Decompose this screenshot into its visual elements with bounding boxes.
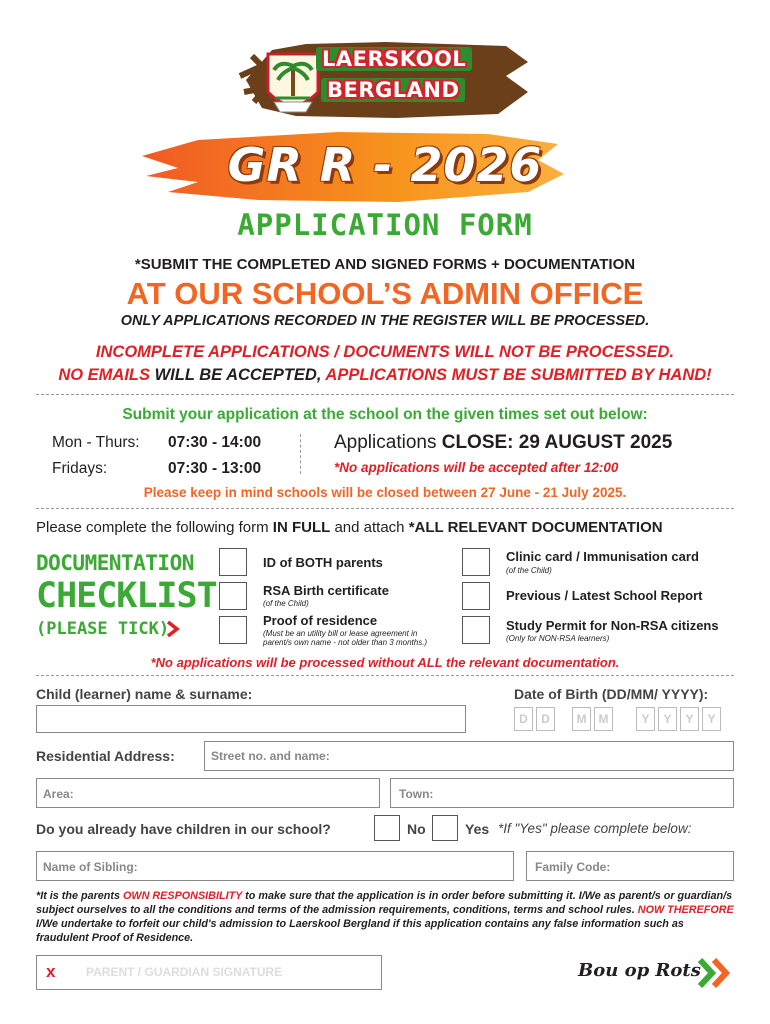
doc-study-permit-sub: (Only for NON-RSA learners)	[506, 634, 610, 643]
documentation-warning: *No applications will be processed without ALL the relevant documentation.	[150, 655, 620, 670]
form-intro-a: Please complete the following form	[36, 519, 273, 536]
street-placeholder: Street no. and name:	[211, 749, 330, 763]
no-label: No	[407, 821, 426, 837]
no-emails-c: APPLICATIONS MUST BE SUBMITTED BY HAND!	[325, 366, 712, 384]
logo-text-line2: BERGLAND	[321, 78, 465, 102]
submit-note: *SUBMIT THE COMPLETED AND SIGNED FORMS + DOCUMENTATION	[134, 256, 636, 273]
checkbox-clinic-card[interactable]	[462, 548, 490, 576]
form-intro	[36, 519, 663, 536]
closed-between-note: Please keep in mind schools will be closed between 27 June - 21 July 2025.	[143, 485, 627, 500]
street-input[interactable]	[204, 741, 734, 771]
child-name-input[interactable]	[36, 705, 466, 733]
dob-input[interactable]	[514, 707, 734, 733]
town-input[interactable]	[390, 778, 734, 808]
dob-cell: Y	[680, 707, 699, 731]
school-motto: Bou op Rots	[578, 960, 701, 981]
close-date: CLOSE: 29 AUGUST 2025	[441, 432, 673, 453]
doc-birth-cert-sub: (of the Child)	[263, 599, 309, 608]
doc-birth-cert-label: RSA Birth certificate	[263, 583, 389, 598]
divider	[36, 508, 734, 509]
signature-x-mark: x	[46, 962, 56, 981]
signature-placeholder: PARENT / GUARDIAN SIGNATURE	[86, 965, 283, 979]
close-prefix: Applications	[334, 432, 442, 453]
disclaimer-p2: OWN RESPONSIBILITY	[123, 890, 243, 902]
schedule-time-2: 07:30 - 13:00	[168, 460, 262, 477]
checklist-title-2: CHECKLIST	[36, 576, 217, 616]
dob-cell: Y	[702, 707, 721, 731]
schedule-heading: Submit your application at the school on the given times set out below:	[122, 406, 648, 423]
schedule-day-1: Mon - Thurs:	[52, 434, 140, 451]
double-chevron-right-icon	[698, 958, 734, 988]
no-apps-after-note: *No applications will be accepted after 12:00	[334, 460, 619, 475]
dob-cell: Y	[636, 707, 655, 731]
dob-cell: Y	[658, 707, 677, 731]
sibling-placeholder: Name of Sibling:	[43, 860, 138, 874]
doc-proof-residence-sub: (Must be an utility bill or lease agreement in	[263, 629, 418, 638]
area-input[interactable]	[36, 778, 380, 808]
children-question: Do you already have children in our school?	[36, 821, 331, 837]
disclaimer-p3: to make sure that the application is in order before submitting it. I/We as parent/s or guardian/s subject ourselves to all the conditions and terms of the admission requirements, conditions, terms and school rules.	[36, 890, 733, 916]
disclaimer	[36, 889, 736, 945]
only-recorded-note: ONLY APPLICATIONS RECORDED IN THE REGISTER WILL BE PROCESSED.	[120, 313, 650, 329]
disclaimer-p4: NOW THEREFORE	[637, 904, 734, 916]
if-yes-note: *If "Yes" please complete below:	[498, 821, 692, 836]
family-code-input[interactable]	[526, 851, 734, 881]
no-checkbox[interactable]	[374, 815, 400, 841]
divider	[36, 675, 734, 676]
checkbox-school-report[interactable]	[462, 582, 490, 610]
schedule-separator	[300, 434, 301, 474]
logo-text-line1: LAERSKOOL	[316, 47, 472, 71]
checklist-title-1: DOCUMENTATION	[36, 551, 194, 575]
sibling-name-input[interactable]	[36, 851, 514, 881]
doc-clinic-card-sub: (of the Child)	[506, 566, 552, 575]
no-emails-b: WILL BE ACCEPTED,	[150, 366, 326, 384]
checklist-title-3: (PLEASE TICK)	[36, 619, 170, 639]
area-placeholder: Area:	[43, 787, 74, 801]
doc-clinic-card-label: Clinic card / Immunisation card	[506, 549, 699, 564]
dob-label: Date of Birth (DD/MM/ YYYY):	[514, 686, 709, 702]
application-form-title: APPLICATION FORM	[237, 208, 533, 242]
child-name-label: Child (learner) name & surname:	[36, 686, 253, 702]
doc-id-parents-label: ID of BOTH parents	[263, 555, 383, 570]
doc-school-report-label: Previous / Latest School Report	[506, 588, 703, 603]
form-intro-b: IN FULL	[272, 519, 331, 536]
doc-study-permit-label: Study Permit for Non-RSA citizens	[506, 618, 719, 633]
dob-cell: M	[594, 707, 613, 731]
disclaimer-p5: I/We undertake to forfeit our child's admission to Laerskool Bergland if this application contains any false information such as fraudulent Proof of Residence.	[36, 918, 684, 944]
incomplete-warning: INCOMPLETE APPLICATIONS / DOCUMENTS WILL NOT BE PROCESSED.	[95, 343, 675, 361]
schedule-time-1: 07:30 - 14:00	[168, 434, 262, 451]
yes-checkbox[interactable]	[432, 815, 458, 841]
doc-proof-residence-sub2: parent/s own name - not older than 3 months.)	[263, 638, 428, 647]
banner-title: GR R - 2026	[227, 138, 543, 192]
dob-cell: D	[514, 707, 533, 731]
form-intro-d: *ALL RELEVANT DOCUMENTATION	[408, 519, 663, 536]
no-emails-a: NO EMAILS	[58, 366, 151, 384]
dob-cell: M	[572, 707, 591, 731]
doc-proof-residence-label: Proof of residence	[263, 613, 378, 628]
checkbox-id-parents[interactable]	[219, 548, 247, 576]
applications-close	[334, 432, 672, 454]
dob-cell: D	[536, 707, 555, 731]
address-label: Residential Address:	[36, 748, 175, 764]
family-code-placeholder: Family Code:	[535, 860, 611, 874]
town-placeholder: Town:	[399, 787, 434, 801]
schedule-day-2: Fridays:	[52, 460, 108, 477]
divider	[36, 394, 734, 395]
checkbox-birth-certificate[interactable]	[219, 582, 247, 610]
no-emails-warning	[0, 366, 770, 385]
disclaimer-p1: *It is the parents	[36, 890, 123, 902]
checkbox-proof-residence[interactable]	[219, 616, 247, 644]
form-intro-c: and attach	[330, 519, 409, 536]
chevron-right-icon	[166, 621, 180, 637]
yes-label: Yes	[465, 821, 490, 837]
checkbox-study-permit[interactable]	[462, 616, 490, 644]
admin-office-heading: AT OUR SCHOOL’S ADMIN OFFICE	[126, 276, 644, 311]
